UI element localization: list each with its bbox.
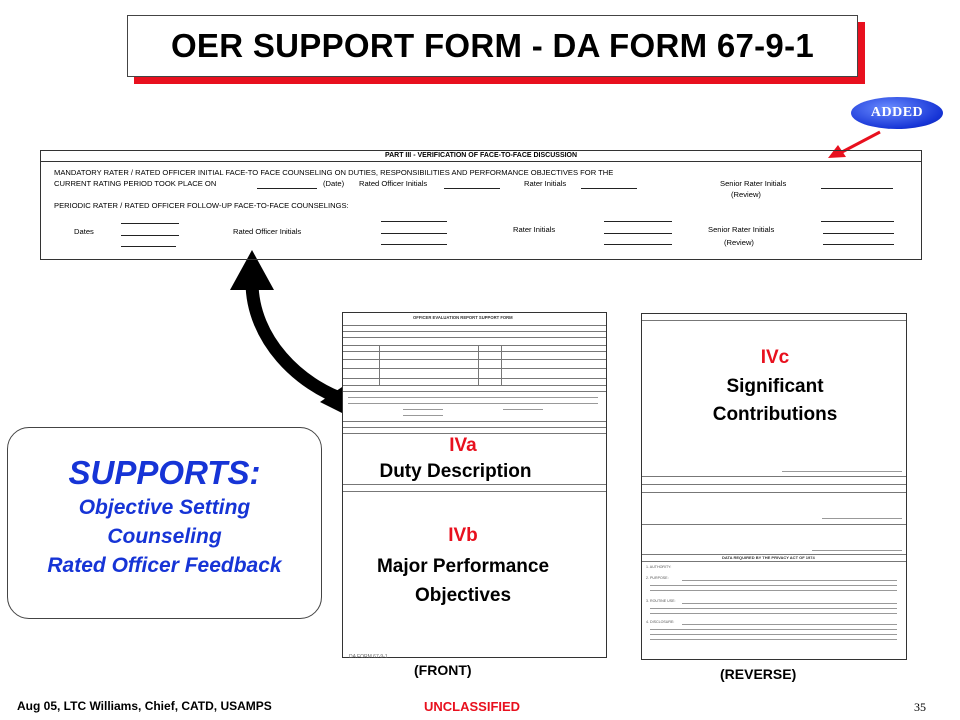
section-ivc-name-1: Significant [726,376,824,397]
part3-header: PART III - VERIFICATION OF FACE-TO-FACE DISCUSSION [41,151,921,162]
rater-initials-field-3[interactable] [604,244,672,245]
rater-initials-label: Rater Initials [524,179,567,188]
part3-line1: MANDATORY RATER / RATED OFFICER INITIAL FACE-TO FACE COUNSELING ON DUTIES, RESPONSIBILITIES AND PERFORMANCE OBJECTIVES FOR THE [54,168,614,177]
rated-officer-initials-label-2: Rated Officer Initials [233,227,302,236]
curved-arrow-body [252,282,345,400]
privacy-authority: 1. AUTHORITY: [646,565,672,569]
front-form-id: DA FORM 67-9-1 [349,654,388,660]
ro-initials-field-1[interactable] [381,221,447,222]
section-ivc-num: IVc [760,347,790,368]
date-label: (Date) [323,179,345,188]
part3-line2: CURRENT RATING PERIOD TOOK PLACE ON [54,179,217,188]
senior-rater-initials-label-2: Senior Rater Initials [708,225,775,234]
rater-initials-label-2: Rater Initials [513,225,556,234]
slide-title: OER SUPPORT FORM - DA FORM 67-9-1 [127,15,858,77]
sr-initials-field-1[interactable] [821,221,894,222]
review-label: (Review) [731,190,761,199]
rater-initials-field-1[interactable] [604,221,672,222]
footer-classification: UNCLASSIFIED [424,699,521,714]
added-arrow-line [842,132,880,152]
rated-officer-initials-label: Rated Officer Initials [359,179,428,188]
supports-item-objective-setting: Objective Setting [78,496,251,519]
sr-initials-field-2[interactable] [823,233,894,234]
supports-item-counseling: Counseling [107,525,222,548]
privacy-purpose: 2. PURPOSE: [646,576,669,580]
date-field-3[interactable] [121,246,176,247]
date-field-2[interactable] [121,235,179,236]
reverse-caption: (REVERSE) [720,666,797,682]
supports-item-feedback: Rated Officer Feedback [47,554,282,577]
section-ivc-name-2: Contributions [712,404,838,425]
added-badge: ADDED [851,97,943,129]
front-form-thumb-title: OFFICER EVALUATION REPORT SUPPORT FORM [413,315,513,320]
rater-initials-field-2[interactable] [604,233,672,234]
rater-initials-field[interactable] [581,188,637,189]
front-caption: (FRONT) [414,662,472,678]
dates-label: Dates [74,227,94,236]
section-iva-num: IVa [449,435,477,456]
senior-rater-initials-label: Senior Rater Initials [720,179,787,188]
footer-author: Aug 05, LTC Williams, Chief, CATD, USAMPS [17,699,272,713]
page-number: 35 [914,700,926,714]
privacy-routine-use: 3. ROUTINE USE: [646,599,676,603]
supports-heading: SUPPORTS: [68,454,261,491]
privacy-heading: DATA REQUIRED BY THE PRIVACY ACT OF 1974 [722,555,815,560]
review-label-2: (Review) [724,238,754,247]
ro-initials-field-2[interactable] [381,233,447,234]
sr-initials-field-3[interactable] [823,244,894,245]
supports-box [7,427,322,619]
section-iva-name: Duty Description [379,461,532,482]
date-field-1[interactable] [121,223,179,224]
privacy-disclosure: 4. DISCLOSURE: [646,620,675,624]
rated-officer-initials-field[interactable] [444,188,500,189]
section-ivb-name-1: Major Performance [376,556,550,577]
senior-rater-initials-field[interactable] [821,188,893,189]
section-ivb-name-2: Objectives [414,585,512,606]
section-ivb-num: IVb [448,525,478,546]
part3-form [40,150,922,260]
reverse-form [641,313,907,660]
date-field[interactable] [257,188,317,189]
periodic-line: PERIODIC RATER / RATED OFFICER FOLLOW-UP FACE-TO-FACE COUNSELINGS: [54,201,349,210]
ro-initials-field-3[interactable] [381,244,447,245]
front-form [342,312,607,658]
